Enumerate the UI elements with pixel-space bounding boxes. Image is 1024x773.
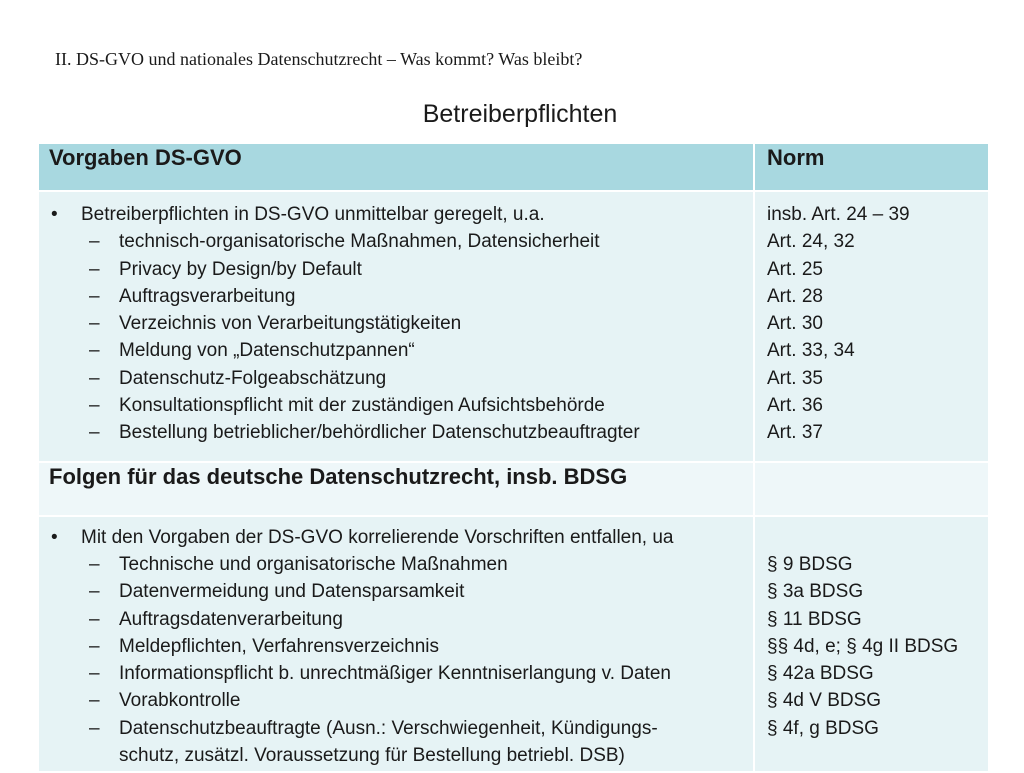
norm-text: Art. 37 <box>767 422 823 444</box>
item-text: Vorabkontrolle <box>119 690 241 712</box>
norm-spacer <box>767 524 988 551</box>
item-text: technisch-organisatorische Maßnahmen, Datensicherheit <box>119 231 600 253</box>
norm-text: § 11 BDSG <box>767 608 862 630</box>
dash-marker: – <box>89 717 100 739</box>
list-item <box>49 201 753 228</box>
bullet-text: Betreiberpflichten in DS-GVO unmittelbar geregelt, u.a. <box>81 204 545 225</box>
slide-header: II. DS-GVO und nationales Datenschutzrecht – Was kommt? Was bleibt? <box>55 49 583 69</box>
dash-marker: – <box>89 663 100 685</box>
dash-marker: – <box>89 635 100 657</box>
dash-marker: – <box>89 422 100 444</box>
list-item <box>49 283 753 310</box>
norm-text: § 4f, g BDSG <box>767 717 879 739</box>
table-section-header-row <box>38 462 989 516</box>
norm-text: Art. 36 <box>767 395 823 417</box>
item-text: Meldung von „Datenschutzpannen“ <box>119 340 415 362</box>
list-item <box>49 633 753 660</box>
dash-marker: – <box>89 581 100 603</box>
item-text: Privacy by Design/by Default <box>119 258 362 280</box>
dash-marker: – <box>89 395 100 417</box>
list-item-continuation: schutz, zusätzl. Voraussetzung für Bestellung betriebl. DSB) <box>119 745 625 767</box>
item-text: Datenschutz-Folgeabschätzung <box>119 367 387 389</box>
list-item <box>49 419 753 446</box>
dsgvo-requirements-cell <box>38 191 754 462</box>
obligations-table <box>37 142 990 773</box>
table-row-dsgvo <box>38 191 989 462</box>
item-text: Meldepflichten, Verfahrensverzeichnis <box>119 635 440 657</box>
dash-marker: – <box>89 690 100 712</box>
column-header-norm: Norm <box>754 143 989 191</box>
item-text: Verzeichnis von Verarbeitungstätigkeiten <box>119 313 462 335</box>
norm-text: Art. 30 <box>767 313 823 335</box>
bullet-marker: • <box>51 526 58 548</box>
norm-text: insb. Art. 24 – 39 <box>767 204 910 225</box>
dash-marker: – <box>89 285 100 307</box>
item-text: Datenschutzbeauftragte (Ausn.: Verschwiegenheit, Kündigungs- <box>119 717 658 739</box>
list-item <box>49 228 753 255</box>
list-item <box>49 606 753 633</box>
item-text: Technische und organisatorische Maßnahmen <box>119 553 508 575</box>
norm-text: § 9 BDSG <box>767 553 853 575</box>
table-header-row <box>38 143 989 191</box>
norm-text: Art. 35 <box>767 367 823 389</box>
item-text: Datenvermeidung und Datensparsamkeit <box>119 581 465 603</box>
list-item <box>49 524 753 551</box>
norm-text: § 42a BDSG <box>767 663 874 685</box>
list-item <box>49 715 753 742</box>
dash-marker: – <box>89 553 100 575</box>
column-header-vorgaben: Vorgaben DS-GVO <box>38 143 754 191</box>
list-item <box>49 365 753 392</box>
list-item <box>49 337 753 364</box>
norm-text: Art. 25 <box>767 258 823 280</box>
dash-marker: – <box>89 258 100 280</box>
list-item <box>49 551 753 578</box>
list-item <box>49 687 753 714</box>
list-item <box>49 392 753 419</box>
list-item <box>49 256 753 283</box>
norm-text: § 4d V BDSG <box>767 690 882 712</box>
dash-marker: – <box>89 231 100 253</box>
list-item <box>49 660 753 687</box>
item-text: Informationspflicht b. unrechtmäßiger Kenntniserlangung v. Daten <box>119 663 672 685</box>
dash-marker: – <box>89 313 100 335</box>
norm-text: §§ 4d, e; § 4g II BDSG <box>767 635 959 657</box>
item-text: Auftragsverarbeitung <box>119 285 296 307</box>
bullet-text: Mit den Vorgaben der DS-GVO korrelierende Vorschriften entfallen, ua <box>81 526 674 548</box>
list-item <box>49 310 753 337</box>
norm-text: § 3a BDSG <box>767 581 864 603</box>
list-item <box>49 578 753 605</box>
item-text: Auftragsdatenverarbeitung <box>119 608 343 630</box>
dash-marker: – <box>89 608 100 630</box>
item-text: Konsultationspflicht mit der zuständigen Aufsichtsbehörde <box>119 395 605 417</box>
bullet-marker: • <box>51 204 58 225</box>
section-header-empty <box>754 462 989 516</box>
item-text: Bestellung betrieblicher/behördlicher Datenschutzbeauftragter <box>119 422 640 444</box>
table-row-bdsg <box>38 516 989 773</box>
slide-title: Betreiberpflichten <box>422 100 618 128</box>
dash-marker: – <box>89 340 100 362</box>
bdsg-consequences-cell <box>38 516 754 773</box>
norm-text: Art. 28 <box>767 285 823 307</box>
norm-text: Art. 24, 32 <box>767 231 855 253</box>
norm-text: Art. 33, 34 <box>767 340 855 362</box>
bdsg-norm-cell <box>754 516 989 773</box>
dash-marker: – <box>89 367 100 389</box>
section-header-bdsg: Folgen für das deutsche Datenschutzrecht, insb. BDSG <box>38 462 754 516</box>
dsgvo-norm-cell <box>754 191 989 462</box>
